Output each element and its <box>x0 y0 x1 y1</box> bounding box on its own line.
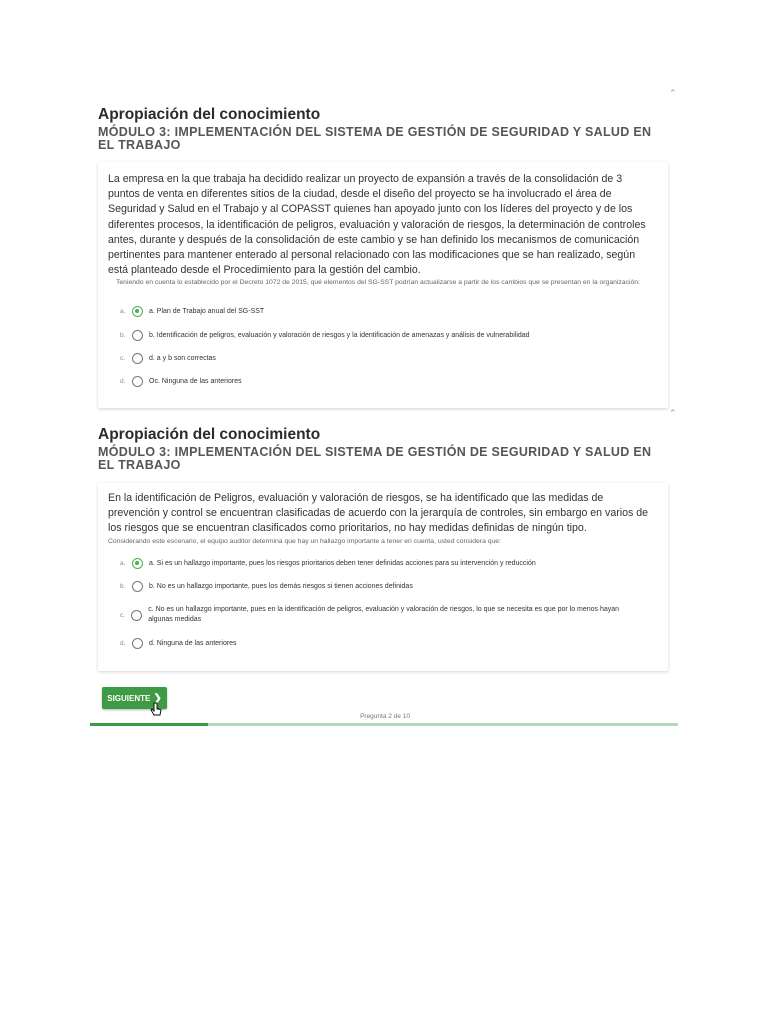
section-title: Apropiación del conocimiento <box>98 426 321 443</box>
collapse-icon[interactable]: ⌃ <box>669 88 677 98</box>
option-b[interactable] <box>120 581 413 592</box>
scenario-text: La empresa en la que trabaja ha decidido realizar un proyecto de expansión a través de la consolidación de 3 puntos de venta en diferentes sitios de la ciudad, desde el diseño del proyecto se ha involucrado el área de Seguridad y Salud en el Trabajo y al COPASST quienes han apoyado junto con los líderes del proyecto y de los diferentes procesos, la identificación de peligros, evaluación y valoración de riesgos, la determinación de controles antes, durante y después de la consolidación de este cambio y se han definido los mecanismos de comunicación pertinentes para mantener enterado al personal relacionado con las modificaciones que se han realizado, según está planteado desde el Procedimiento para la gestión del cambio. <box>108 173 646 277</box>
section-title: Apropiación del conocimiento <box>98 106 321 123</box>
module-title: MÓDULO 3: IMPLEMENTACIÓN DEL SISTEMA DE GESTIÓN DE SEGURIDAD Y SALUD EN EL TRABAJO <box>98 445 652 472</box>
question-text: Teniendo en cuenta lo establecido por el Decreto 1072 de 2015, qué elementos del SG-SST podrían actualizarse a partir de los cambios que se presentan en la organización: <box>116 279 640 287</box>
option-letter: a. <box>120 308 126 315</box>
option-label: Oc. Ninguna de las anteriores <box>149 378 242 385</box>
option-b[interactable] <box>120 330 530 341</box>
option-label: d. Ninguna de las anteriores <box>149 640 237 647</box>
module-title: MÓDULO 3: IMPLEMENTACIÓN DEL SISTEMA DE GESTIÓN DE SEGURIDAD Y SALUD EN EL TRABAJO <box>98 125 652 152</box>
option-letter: c. <box>120 611 126 619</box>
option-letter: b. <box>120 583 126 590</box>
next-button-label: SIGUIENTE <box>107 693 151 703</box>
option-label: b. No es un hallazgo importante, pues los demás riesgos si tienen acciones definidas <box>149 583 413 590</box>
chevron-right-icon: ❯ <box>153 692 162 704</box>
option-letter: a. <box>120 560 126 567</box>
option-letter: b. <box>120 332 126 339</box>
progress-label: Pregunta 2 de 10 <box>360 713 410 720</box>
option-label: a. Plan de Trabajo anual del SG-SST <box>149 308 265 315</box>
question-text: Considerando este escenario, el equipo auditor determina que hay un hallazgo importante a tener en cuenta, usted considera que: <box>108 537 501 545</box>
option-d[interactable] <box>120 638 237 649</box>
option-label: c. No es un hallazgo importante, pues en la identificación de peligros, evaluación y valoración de riesgos, lo que se necesita es que por lo menos hayan algunas medidas <box>148 606 620 623</box>
option-d[interactable] <box>120 376 242 387</box>
progress-bar-fill <box>90 723 208 726</box>
option-c[interactable] <box>120 605 640 625</box>
option-label: d. a y b son correctas <box>149 355 216 362</box>
radio-button[interactable] <box>132 581 143 592</box>
option-letter: d. <box>120 378 126 385</box>
progress-bar <box>90 723 678 726</box>
section-header-1 <box>98 106 668 152</box>
radio-button[interactable] <box>132 638 143 649</box>
option-a[interactable] <box>120 558 536 569</box>
radio-button[interactable] <box>132 376 143 387</box>
option-c[interactable] <box>120 353 216 364</box>
collapse-icon[interactable]: ⌃ <box>669 408 677 418</box>
radio-button[interactable] <box>132 330 143 341</box>
option-letter: c. <box>120 355 126 362</box>
section-header-2 <box>98 426 668 472</box>
hand-cursor-icon <box>150 702 162 718</box>
option-label: a. Si es un hallazgo importante, pues los riesgos prioritarios deben tener definidas acciones para su intervención y reducción <box>149 560 536 567</box>
radio-button[interactable] <box>132 306 143 317</box>
question-card-2 <box>98 483 668 671</box>
scenario-text: En la identificación de Peligros, evaluación y valoración de riesgos, se ha identificado que las medidas de prevención y control se encuentran clasificadas de acuerdo con la jerarquía de controles, sin embargo en varios de los riesgos que se encuentran clasificados como prioritarios, no hay medidas definidas de ningún tipo. <box>108 492 649 535</box>
option-label: b. Identificación de peligros, evaluación y valoración de riesgos y la identificación de amenazas y análisis de vulnerabilidad <box>149 332 530 339</box>
radio-button[interactable] <box>132 558 143 569</box>
option-letter: d. <box>120 640 126 647</box>
option-a[interactable] <box>120 306 264 317</box>
radio-button[interactable] <box>131 610 142 621</box>
question-card-1 <box>98 162 668 408</box>
radio-button[interactable] <box>132 353 143 364</box>
